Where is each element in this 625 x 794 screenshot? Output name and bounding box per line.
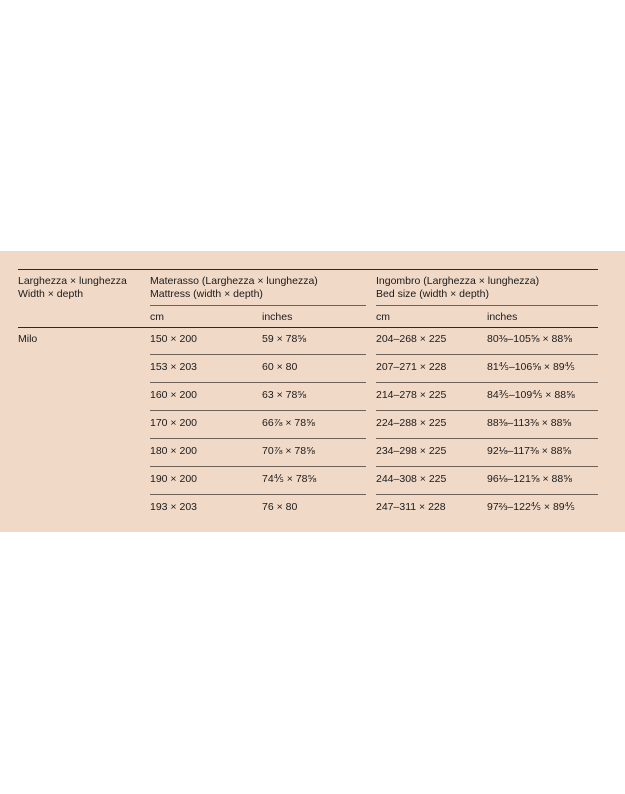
mattress-cm-cell: 190 × 200 [150, 473, 198, 485]
mattress-cm-header: cm [150, 311, 164, 323]
row-divider [150, 466, 366, 467]
bed-inches-cell: 80⅜–105⅝ × 88⅝ [487, 333, 572, 345]
mattress-cm-cell: 160 × 200 [150, 389, 198, 401]
mattress-cm-cell: 193 × 203 [150, 501, 198, 513]
mattress-inches-cell: 63 × 78⅝ [262, 389, 307, 401]
col1-header-it: Larghezza × lunghezza [18, 275, 127, 287]
row-divider [376, 438, 598, 439]
bed-cm-cell: 204–268 × 225 [376, 333, 447, 345]
row-divider [376, 410, 598, 411]
bed-cm-cell: 207–271 × 228 [376, 361, 447, 373]
row-divider [376, 466, 598, 467]
mattress-cm-cell: 180 × 200 [150, 445, 198, 457]
row-divider [150, 354, 366, 355]
bed-header-rule [376, 305, 598, 306]
bed-inches-cell: 97⅔–122⅘ × 89⅘ [487, 501, 575, 513]
mattress-cm-cell: 153 × 203 [150, 361, 198, 373]
bed-header-it: Ingombro (Larghezza × lunghezza) [376, 275, 540, 287]
mattress-cm-cell: 170 × 200 [150, 417, 198, 429]
row-divider [150, 410, 366, 411]
units-rule [18, 327, 598, 328]
table-top-rule [18, 269, 598, 270]
row-divider [150, 494, 366, 495]
col1-header-en: Width × depth [18, 288, 84, 300]
bed-cm-cell: 234–298 × 225 [376, 445, 447, 457]
mattress-inches-cell: 74⅘ × 78⅝ [262, 473, 317, 485]
row-divider [150, 382, 366, 383]
bed-inches-cell: 96⅛–121⅝ × 88⅝ [487, 473, 572, 485]
bed-header-en: Bed size (width × depth) [376, 288, 489, 300]
bed-cm-header: cm [376, 311, 390, 323]
row-divider [376, 354, 598, 355]
mattress-inches-cell: 70⅞ × 78⅝ [262, 445, 315, 457]
mattress-inches-cell: 76 × 80 [262, 501, 298, 513]
bed-inches-cell: 92⅛–117⅜ × 88⅝ [487, 445, 572, 457]
bed-cm-cell: 224–288 × 225 [376, 417, 447, 429]
mattress-header-it: Materasso (Larghezza × lunghezza) [150, 275, 318, 287]
model-name: Milo [18, 333, 38, 345]
mattress-inches-header: inches [262, 311, 293, 323]
row-divider [376, 382, 598, 383]
bed-cm-cell: 214–278 × 225 [376, 389, 447, 401]
mattress-inches-cell: 60 × 80 [262, 361, 298, 373]
row-divider [376, 494, 598, 495]
bed-cm-cell: 247–311 × 228 [376, 501, 446, 513]
mattress-header-en: Mattress (width × depth) [150, 288, 263, 300]
mattress-inches-cell: 59 × 78⅝ [262, 333, 307, 345]
mattress-header-rule [150, 305, 366, 306]
mattress-cm-cell: 150 × 200 [150, 333, 198, 345]
bed-cm-cell: 244–308 × 225 [376, 473, 447, 485]
mattress-inches-cell: 66⅞ × 78⅝ [262, 417, 315, 429]
bed-inches-cell: 81⅘–106⅝ × 89⅘ [487, 361, 575, 373]
bed-inches-header: inches [487, 311, 518, 323]
bed-inches-cell: 88⅜–113⅜ × 88⅝ [487, 417, 572, 429]
bed-inches-cell: 84⅗–109⅘ × 88⅝ [487, 389, 575, 401]
row-divider [150, 438, 366, 439]
